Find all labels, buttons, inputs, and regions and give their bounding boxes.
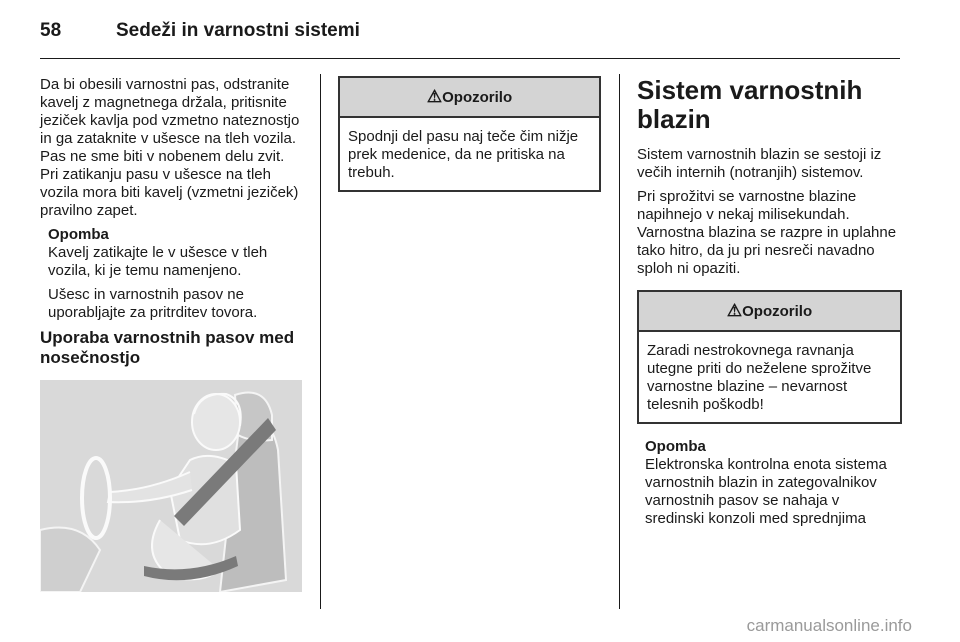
airbag-warning-box [637, 290, 902, 424]
right-column [637, 76, 902, 534]
page-title: Sedeži in varnostni sistemi [116, 20, 360, 41]
warning-box [338, 76, 601, 192]
page-header [40, 20, 360, 46]
airbag-warning-title: Opozorilo [742, 303, 813, 320]
warning-title: Opozorilo [442, 89, 513, 106]
note-title: Opomba [48, 226, 109, 243]
airbag-warning-text: Zaradi nestrokovnega ravnanja utegne priti do neželene sprožitve varnostne blazine – nevarnost telesnih poškodb! [647, 342, 872, 413]
airbag-paragraph-1: Sistem varnostnih blazin se sestoji iz večih internih (notranjih) sistemov. [637, 146, 882, 181]
section-subheading: Uporaba varnostnih pasov med nosečnostjo [40, 328, 295, 367]
header-rule [40, 58, 900, 59]
warning-triangle-icon: ⚠ [726, 301, 743, 320]
intro-paragraph: Da bi obesili varnostni pas, odstranite kavelj z magnetnega držala, pritisnite jeziček kavlja pod vzmetno nateznostjo in ga zataknite v ušesce na tleh vozila. Pas ne sme biti v nobenem delu zvit. Pri zatikanju pasu v ušesce na tleh vozila mora biti kavelj (vzmetni jeziček) pravilno zapet. [40, 76, 300, 219]
note-block [40, 226, 306, 322]
note-text: Kavelj zatikajte le v ušesce v tleh vozila, ki je temu namenjeno. [48, 244, 268, 279]
airbag-warning-header [639, 292, 900, 332]
middle-column [338, 76, 601, 192]
section-heading: Sistem varnostnih blazin [637, 75, 863, 134]
airbag-note-block [637, 438, 902, 528]
airbag-paragraph-2: Pri sprožitvi se varnostne blazine napihnejo v nekaj milisekundah. Varnostna blazina se razpre in uplahne tako hitro, da ju pri nesreči navadno sploh ni opaziti. [637, 188, 897, 277]
column-divider-left [320, 74, 321, 609]
column-divider-right [619, 74, 620, 609]
airbag-note-title: Opomba [645, 438, 706, 455]
illustration-drawing [40, 380, 302, 592]
left-column [40, 76, 306, 376]
watermark: carmanualsonline.info [746, 616, 912, 635]
page-number: 58 [40, 20, 62, 41]
warning-header [340, 78, 599, 118]
note-text-2: Ušesc in varnostnih pasov ne uporabljajte za pritrditev tovora. [48, 286, 258, 321]
pregnancy-seatbelt-illustration [40, 380, 302, 592]
warning-triangle-icon: ⚠ [426, 87, 443, 106]
airbag-note-text: Elektronska kontrolna enota sistema varnostnih blazin in zategovalnikov varnostnih pasov se nahaja v sredinski konzoli med sprednjima [645, 456, 887, 527]
warning-text: Spodnji del pasu naj teče čim nižje prek medenice, da ne pritiska na trebuh. [348, 128, 579, 181]
